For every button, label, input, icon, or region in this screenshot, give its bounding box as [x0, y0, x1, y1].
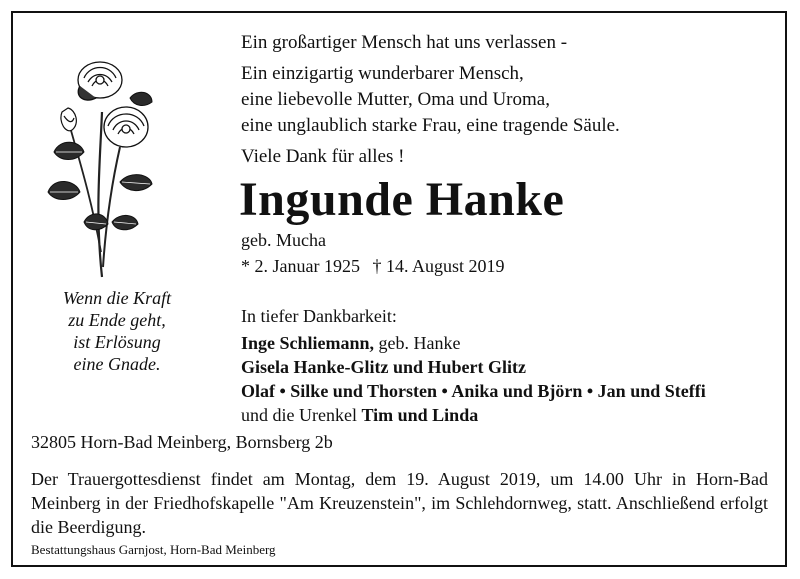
funeral-service-info: Der Trauergottesdienst findet am Montag, dem 19. August 2019, um 14.00 Uhr in Horn-Bad Meinberg in der Friedhofskapelle "Am Kreuzenstein", im Schlehdornweg, statt. Anschließend erfolgt die Beerdigung.: [31, 469, 768, 537]
death-date: † 14. August 2019: [372, 256, 505, 276]
mourner-line: [241, 379, 706, 403]
intro-line: eine unglaublich starke Frau, eine tragende Säule.: [241, 115, 620, 136]
mourners-heading: In tiefer Dankbarkeit:: [241, 306, 397, 326]
quote-line: eine Gnade.: [73, 354, 161, 374]
intro-line: eine liebevolle Mutter, Oma und Uroma,: [241, 89, 550, 110]
quote-line: ist Erlösung: [73, 332, 161, 352]
mourner-line: [241, 403, 706, 427]
intro-line: Ein großartiger Mensch hat uns verlassen -: [241, 32, 568, 53]
family-address: 32805 Horn-Bad Meinberg, Bornsberg 2b: [31, 432, 333, 452]
quote-line: Wenn die Kraft: [62, 288, 172, 308]
mourner-name: Tim und Linda: [361, 405, 479, 425]
memorial-quote: [22, 287, 212, 375]
mourner-prefix: und die Urenkel: [241, 405, 362, 425]
mourner-suffix: geb. Hanke: [374, 333, 461, 353]
mourners-list: [241, 304, 706, 427]
rose-illustration: [40, 52, 160, 282]
mourner-name: Inge Schliemann,: [241, 333, 375, 353]
life-dates: [241, 256, 505, 277]
mourner-name: Olaf • Silke und Thorsten • Anika und Björn • Jan und Steffi: [241, 381, 706, 401]
quote-line: zu Ende geht,: [68, 310, 166, 330]
birth-date: * 2. Januar 1925: [241, 256, 360, 276]
mourner-name: Gisela Hanke-Glitz und Hubert Glitz: [241, 357, 527, 377]
intro-line: Ein einzigartig wunderbarer Mensch,: [241, 63, 524, 84]
deceased-name: Ingunde Hanke: [239, 173, 565, 226]
intro-line: Viele Dank für alles !: [241, 146, 405, 167]
mourner-line: [241, 331, 706, 355]
birth-name: geb. Mucha: [241, 230, 326, 250]
undertaker-name: Bestattungshaus Garnjost, Horn-Bad Meinberg: [31, 542, 276, 557]
mourner-line: [241, 355, 706, 379]
intro-text: [241, 30, 620, 170]
